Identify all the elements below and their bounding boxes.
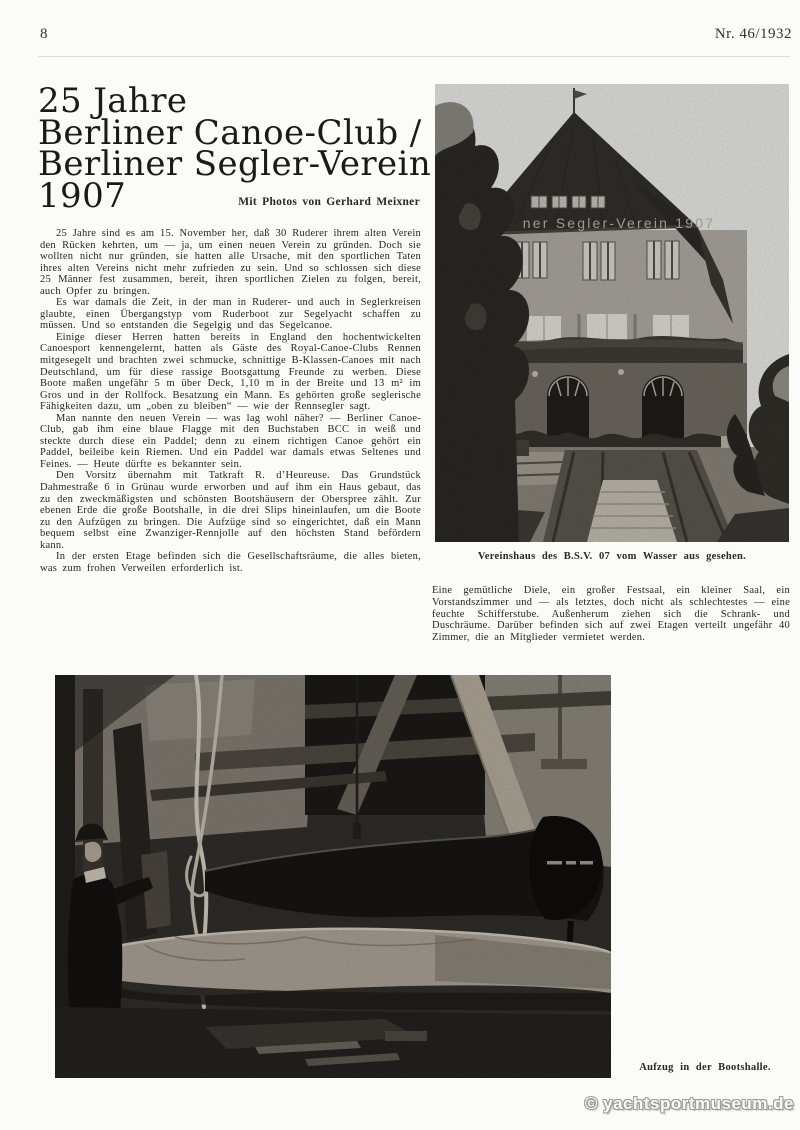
watermark: © yachtsportmuseum.de: [584, 1094, 794, 1113]
paragraph: Es war damals die Zeit, in der man in Ruderer- und auch in Seglerkreisen glaubte, einen Übergangstyp vom Ruderboot zur Segelyacht schaffen zu müssen. Und so entstanden die Segelgig und das Segelcanoe.: [40, 297, 421, 332]
title-line: Berliner Segler-Verein: [38, 144, 432, 184]
photo-grain: [435, 84, 789, 542]
paragraph: Den Vorsitz übernahm mit Tatkraft R. d’Heureuse. Das Grundstück Dahmestraße 6 in Grünau wurde erworben und auf ihm ein Haus gebaut, das zu den zweckmäßigsten und schönsten Bootshäusern der Oberspree zählt. Zur ebenen Erde die große Bootshalle, in die drei Slips hineinlaufen, um die Boote zu den Aufzügen zu bringen. Die Aufzüge sind so eingerichtet, daß ein Mann bequem selbst eine Zwanziger-Rennjolle auf den höchsten Stand befördern kann.: [40, 470, 421, 551]
photo-grain: [55, 675, 611, 1078]
title-line: 1907: [38, 175, 127, 216]
bootshalle-photo: [55, 675, 611, 1078]
paragraph: Man nannte den neuen Verein — was lag wohl näher? — Berliner Canoe-Club, gab ihm eine blaue Flagge mit den Buchstaben BCC in weiß und steckte durch diese ein Paddel; denn zu einem richtigen Canoe gehört ein Paddel, beileibe kein Riemen. Und ein Paddel war damals etwas Seltenes und Feines. — Heute dürfte es bekannter sein.: [40, 412, 421, 470]
facade-lettering: ner Segler-Verein 1907: [522, 215, 716, 231]
header-rule: [38, 56, 790, 57]
bootshalle-illustration: [55, 675, 611, 1078]
vereinshaus-illustration: [435, 84, 789, 542]
paragraph: Einige dieser Herren hatten bereits in England den hochentwickelten Canoesport kennengelernt, hatten als Gäste des Royal-Canoe-Clubs Rennen mitgesegelt und brachten zwei schmucke, schnittige B-Klassen-Canoes mit nach Deutschland, um für diese rassige Bootsgattung Freunde zu werben. Diese Boote maßen ungefähr 5 m über Deck, 1,10 m in der Breite und 13 m² im Gros und in der Rollfock. Besatzung ein Mann. Es gehörten große seglerische Fähigkeiten dazu, um „oben zu bleiben“ — wie der Rennsegler sagt.: [40, 331, 421, 413]
byline: Mit Photos von Gerhard Meixner: [238, 196, 420, 208]
title-line: Berliner Canoe-Club /: [38, 112, 422, 153]
issue-number: Nr. 46/1932: [714, 26, 792, 42]
vereinshaus-photo: [435, 84, 789, 542]
vereinshaus-caption: Vereinshaus des B.S.V. 07 vom Wasser aus gesehen.: [477, 551, 747, 562]
paragraph: 25 Jahre sind es am 15. November her, daß 30 Ruderer ihrem alten Verein den Rücken kehrten, um — ja, um einen neuen Verein zu gründen. Doch sie wollten nicht nur gründen, sie hatten alle Ursache, mit den sportlichen Taten ihres alten Vereins nicht mehr zufrieden zu sein. Und so schlossen sich diese 25 Männer fest zusammen, bereit, ihren sportlichen Zielen zu folgen, bereit, auch Opfer zu bringen.: [40, 228, 421, 297]
article-title: [38, 81, 433, 216]
paragraph: Eine gemütliche Diele, ein großer Festsaal, ein kleiner Saal, ein Vorstandszimmer und — als letztes, doch nicht als schlechtestes — eine feuchte Schifferstube. Außenherum ziehen sich die Schrank- und Duschräume. Darüber befinden sich auf zwei Etagen verteilt ungefähr 40 Zimmer, die an Mitglieder vermietet werden.: [432, 585, 790, 644]
right-column: [432, 585, 790, 644]
left-column: [40, 228, 421, 574]
page-header: [40, 26, 792, 43]
page-number: 8: [40, 26, 48, 42]
title-line: 25 Jahre: [38, 81, 188, 121]
bootshalle-caption: Aufzug in der Bootshalle.: [639, 1062, 771, 1073]
paragraph: In der ersten Etage befinden sich die Gesellschaftsräume, die alles bieten, was zum frohen Verweilen erforderlich ist.: [40, 551, 421, 574]
